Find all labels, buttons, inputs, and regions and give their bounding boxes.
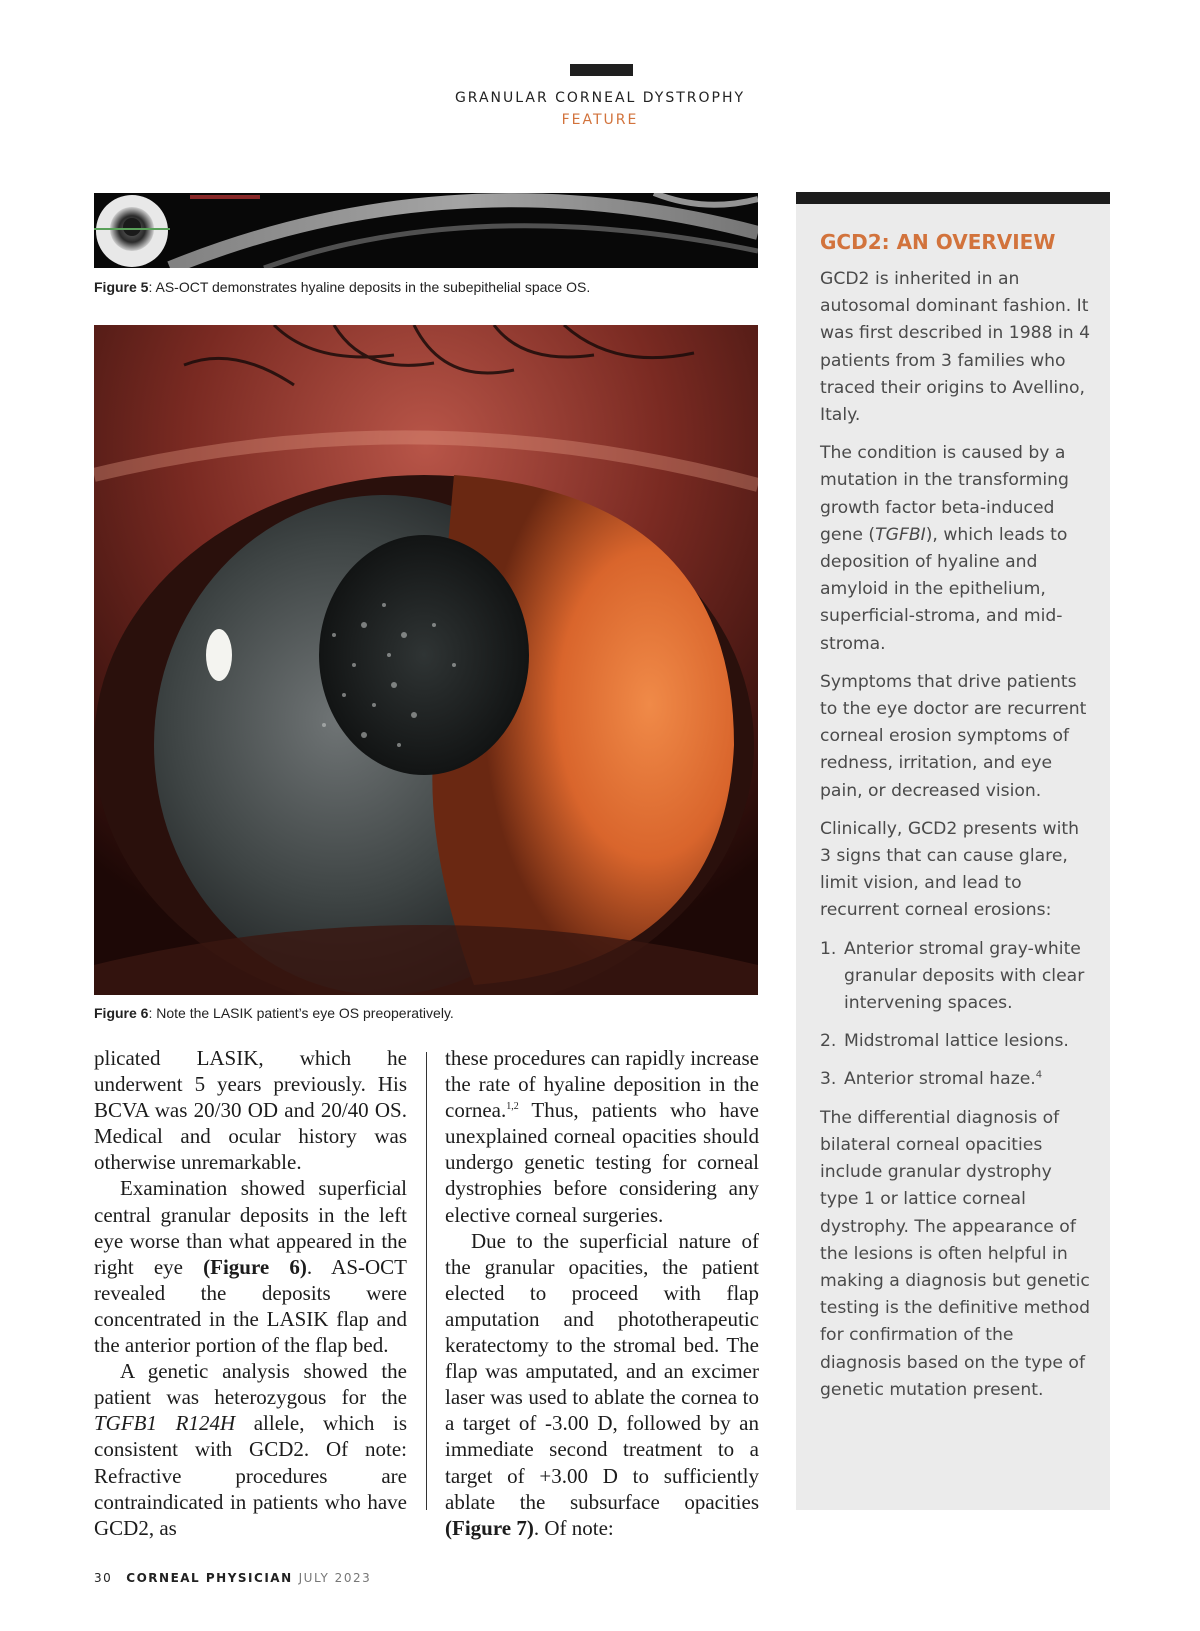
- figure-6-eye-photo: [94, 325, 758, 995]
- body-text: Examination showed superficial central granular deposits in the left eye worse than what appeared in the right eye: [94, 1176, 407, 1279]
- body-paragraph: [445, 1228, 759, 1541]
- body-column-1: [94, 1045, 407, 1541]
- list-number: 1.: [820, 938, 837, 959]
- gene-name: TGFB1 R124H: [94, 1411, 236, 1436]
- body-text: . Of note:: [533, 1515, 614, 1540]
- body-text: Due to the superficial nature of the granular opacities, the patient elected to proceed with flap amputation and phototherapeutic keratectomy to the stromal bed. The flap was amputated, and an excimer laser was used to ablate the cornea to a target of -3.00 D, followed by an immediate second treatment to a target of +3.00 D to sufficiently ablate the subsurface opacities: [445, 1228, 759, 1514]
- figure-5-label: Figure 5: [94, 279, 149, 295]
- publication-name: CORNEAL PHYSICIAN: [126, 1571, 293, 1585]
- body-text: these procedures can rapidly increase the rate of hyaline deposition in the cornea.: [445, 1046, 759, 1123]
- column-divider: [426, 1052, 427, 1510]
- figure-5-caption: [94, 279, 590, 295]
- sidebar-box: [796, 192, 1110, 1510]
- sidebar-paragraph: The differential diagnosis of bilateral corneal opacities include granular dystrophy type 1 or lattice corneal dystrophy. The appearance of the lesions is often helpful in making a diagnosis but genetic testing is the definitive method for confirmation of the diagnosis based on the type of genetic mutation present.: [820, 1107, 1090, 1400]
- body-text: A genetic analysis showed the patient was heterozygous for the: [94, 1359, 407, 1410]
- list-item: [820, 1066, 1092, 1093]
- figure-reference: (Figure 7): [445, 1515, 534, 1540]
- body-column-2: [445, 1045, 759, 1541]
- figure-6-label: Figure 6: [94, 1005, 149, 1021]
- citation: 4: [1035, 1069, 1043, 1081]
- figure-5-text: : AS-OCT demonstrates hyaline deposits in the subepithelial space OS.: [148, 279, 591, 295]
- list-text: Anterior stromal haze.: [844, 1069, 1036, 1090]
- list-number: 3.: [820, 1069, 837, 1090]
- sidebar-paragraph: [820, 440, 1092, 658]
- list-item: [820, 1028, 1092, 1055]
- eye-photo-graphic: [94, 325, 758, 995]
- figure-6-caption: [94, 1005, 454, 1021]
- body-paragraph: [94, 1175, 407, 1358]
- list-text: Anterior stromal gray-white granular deposits with clear intervening spaces.: [844, 938, 1085, 1014]
- header-rule: [570, 64, 633, 76]
- page-number: 30: [94, 1571, 113, 1585]
- sidebar-list: [820, 936, 1092, 1094]
- oct-scan-graphic: [94, 193, 758, 268]
- sidebar-text: ), which leads to deposition of hyaline and amyloid in the epithelium, superficial-stroma, and mid-stroma.: [820, 524, 1068, 654]
- sidebar-paragraph: GCD2 is inherited in an autosomal dominant fashion. It was first described in 1988 in 4 patients from 3 families who traced their origins to Avellino, Italy.: [820, 269, 1091, 426]
- list-number: 2.: [820, 1031, 837, 1052]
- issue-date: JULY 2023: [298, 1571, 372, 1585]
- list-text: Midstromal lattice lesions.: [844, 1031, 1069, 1052]
- body-text: . AS-OCT revealed the deposits were concentrated in the LASIK flap and the anterior portion of the flap bed.: [94, 1254, 407, 1358]
- section-kind: FEATURE: [561, 112, 639, 128]
- sidebar-paragraph: Clinically, GCD2 presents with 3 signs that can cause glare, limit vision, and lead to recurrent corneal erosions:: [820, 818, 1080, 921]
- figure-5-oct-image: [94, 193, 758, 268]
- gene-name: TGFBI: [875, 524, 926, 545]
- body-paragraph: plicated LASIK, which he underwent 5 years previously. His BCVA was 20/30 OD and 20/40 OS. Medical and ocular history was otherwise unremarkable.: [94, 1046, 407, 1175]
- body-text: allele, which is consistent with GCD2. Of note: Refractive procedures are contraindicated in patients who have GCD2, as: [94, 1411, 407, 1540]
- body-paragraph: [445, 1045, 759, 1228]
- sidebar-paragraph: Symptoms that drive patients to the eye doctor are recurrent corneal erosion symptoms of redness, irritation, and eye pain, or decreased vision.: [820, 671, 1087, 801]
- figure-6-text: : Note the LASIK patient’s eye OS preoperatively.: [148, 1005, 454, 1021]
- citation: 1,2: [506, 1101, 519, 1113]
- sidebar-text: The condition is caused by a mutation in the transforming growth factor beta-induced gene (: [820, 443, 1069, 545]
- body-paragraph: [94, 1358, 407, 1541]
- body-text: Thus, patients who have unexplained corneal opacities should undergo genetic testing for corneal dystrophies before considering any elective corneal surgeries.: [445, 1098, 759, 1227]
- page-footer: [94, 1571, 371, 1585]
- figure-reference: (Figure 6): [203, 1254, 307, 1279]
- list-item: [820, 936, 1092, 1018]
- sidebar-title: GCD2: AN OVERVIEW: [820, 230, 1056, 254]
- section-title: GRANULAR CORNEAL DYSTROPHY: [454, 90, 746, 106]
